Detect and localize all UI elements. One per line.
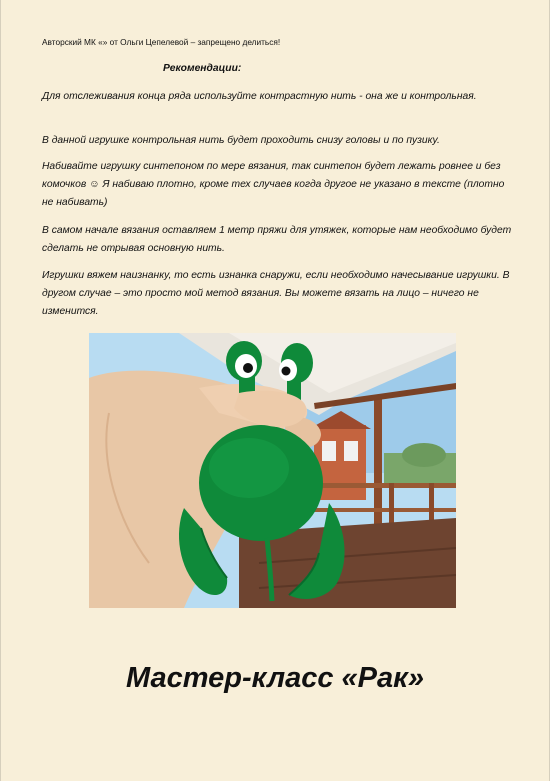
- author-copyright-note: Авторский МК «» от Ольги Цепелевой – запрещено делиться!: [42, 37, 281, 47]
- crab-toy-photo: [89, 333, 456, 608]
- master-class-title: Мастер-класс «Рак»: [125, 662, 424, 694]
- paragraph-yarn-tail: В самом начале вязания оставляем 1 метр пряжи для утяжек, которые нам необходимо будет сделать не отрывая основную нить.: [42, 225, 512, 254]
- paragraph-thread-path: В данной игрушке контрольная нить будет проходить снизу головы и по пузику.: [42, 135, 440, 146]
- recommendations-heading: Рекомендации:: [163, 63, 242, 74]
- paragraph-knitting-method: Игрушки вяжем наизнанку, то есть изнанка снаружи, если необходимо начесывание игрушки. В другом случае – это просто мой метод вязания. Вы можете вязать на лицо – ничего не изменится.: [42, 270, 510, 317]
- paragraph-stuffing: Набивайте игрушку синтепоном по мере вязания, так синтепон будет лежать ровнее и без комочков ☺ Я набиваю плотно, кроме тех случаев когда другое не указано в тексте (плотно не набивать): [42, 161, 505, 208]
- paragraph-control-thread: Для отслеживания конца ряда используйте контрастную нить - она же и контрольная.: [42, 91, 477, 102]
